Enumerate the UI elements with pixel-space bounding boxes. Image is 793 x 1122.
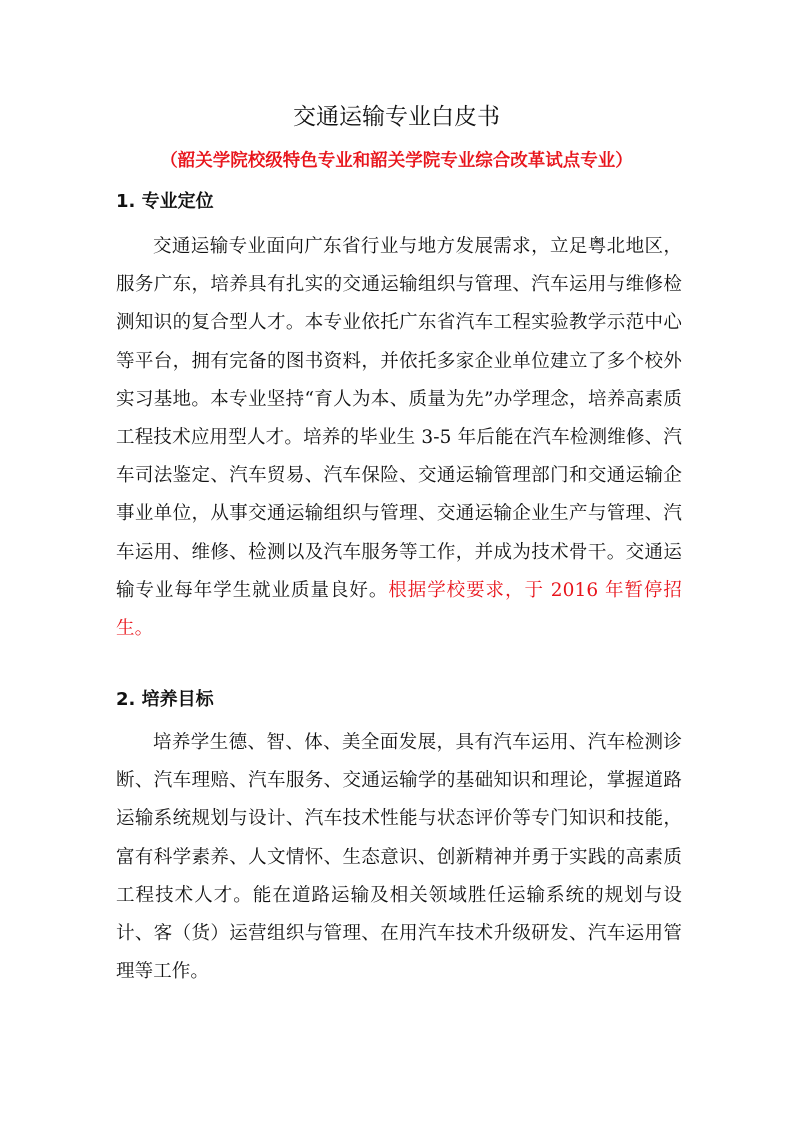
enrollment-suspension-notice: 根据学校要求，于 2016 年暂停招生。	[116, 579, 682, 640]
document-title: 交通运输专业白皮书	[293, 104, 500, 130]
section-heading-positioning: 1. 专业定位	[116, 191, 214, 212]
section-body-positioning-text: 交通运输专业面向广东省行业与地方发展需求，立足粤北地区，服务广东，培养具有扎实的交通运输组织与管理、汽车运用与维修检测知识的复合型人才。本专业依托广东省汽车工程实验教学示范中心等平台，拥有完备的图书资料，并依托多家企业单位建立了多个校外实习基地。本专业坚持“育人为本、质量为先”办学理念，培养高素质工程技术应用型人才。培养的毕业生 3-5 年后能在汽车检测维修、汽车司法鉴定、汽车贸易、汽车保险、交通运输管理部门和交通运输企事业单位，从事交通运输组织与管理、交通运输企业生产与管理、汽车运用、维修、检测以及汽车服务等工作，并成为技术骨干。交通运输专业每年学生就业质量良好。	[116, 236, 682, 601]
section-body-objectives	[116, 724, 682, 991]
document-subtitle: （韶关学院校级特色专业和韶关学院专业综合改革试点专业）	[160, 151, 633, 171]
section-body-objectives-text: 培养学生德、智、体、美全面发展，具有汽车运用、汽车检测诊断、汽车理赔、汽车服务、交通运输学的基础知识和理论，掌握道路运输系统规划与设计、汽车技术性能与状态评价等专门知识和技能，富有科学素养、人文情怀、生态意识、创新精神并勇于实践的高素质工程技术人才。能在道路运输及相关领域胜任运输系统的规划与设计、客（货）运营组织与管理、在用汽车技术升级研发、汽车运用管理等工作。	[116, 732, 682, 983]
section-heading-objectives: 2. 培养目标	[116, 689, 214, 710]
section-body-positioning	[116, 228, 682, 648]
